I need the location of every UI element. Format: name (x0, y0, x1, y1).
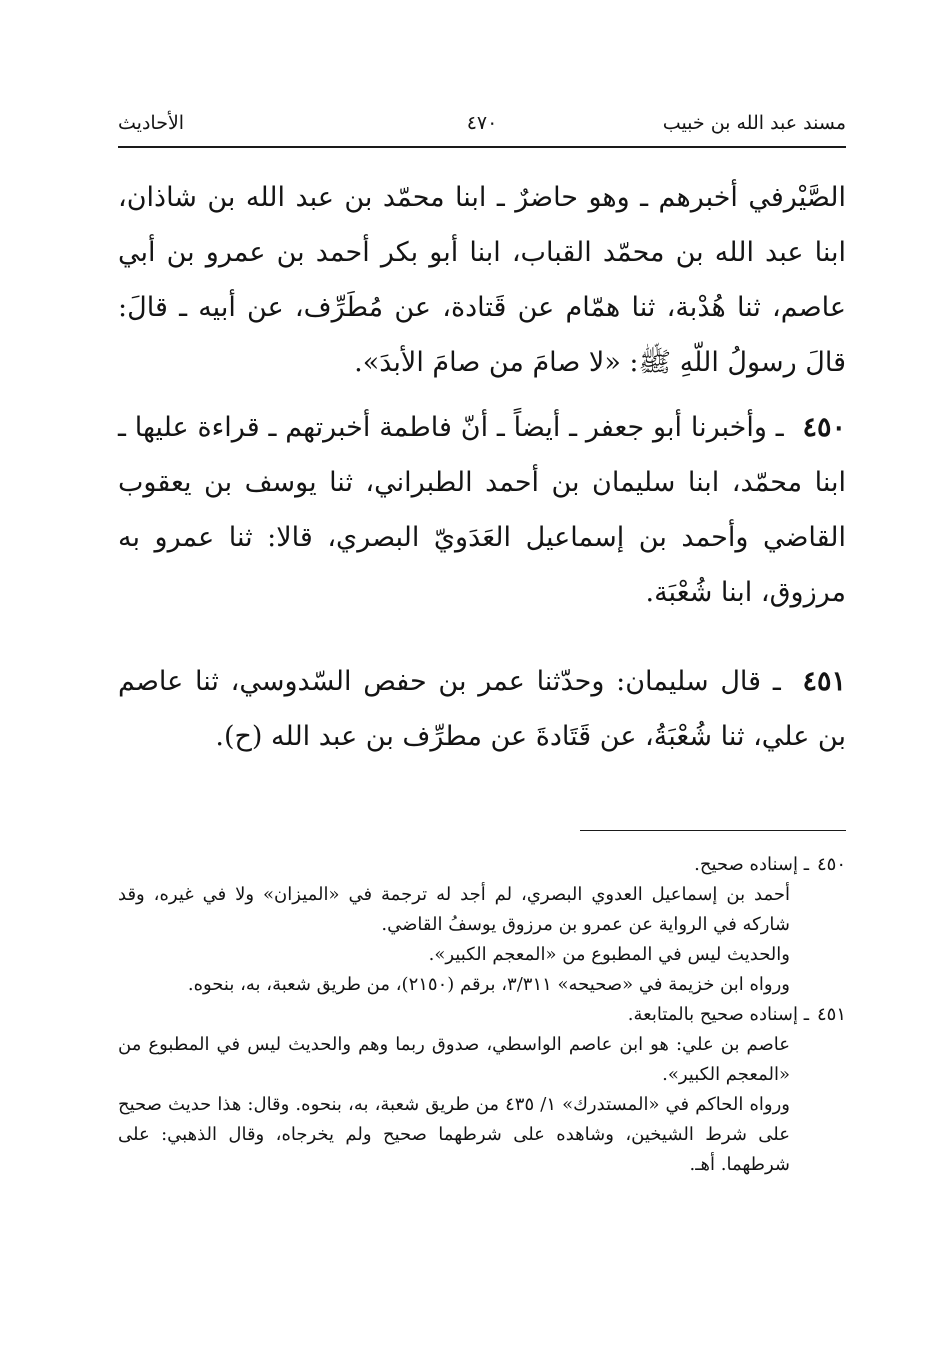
footnote-divider (580, 830, 846, 831)
footnote-heading (118, 850, 846, 880)
hadith-number: ٤٥٠ (802, 412, 846, 443)
paragraph-text: الصَّيْرفي أخبرهم ـ وهو حاضرٌ ـ ابنا محمّد بن عبد الله بن شاذان، ابنا عبد الله بن محمّد القباب، ابنا أبو بكر أحمد بن عمرو بن أبي عاصم، ثنا هُدْبة، ثنا همّام عن قَتادة، عن مُطَرِّف، عن أبيه ـ قالَ: قالَ رسولُ اللّهِ ﷺ: «لا صامَ من صامَ الأبدَ». (118, 182, 846, 378)
footnote-451 (118, 1000, 846, 1180)
paragraph-continuation (118, 170, 846, 390)
footnote-line: ورواه الحاكم في «المستدرك» ١/ ٤٣٥ من طريق شعبة، به، بنحوه. وقال: هذا حديث صحيح على شرط الشيخين، وشاهده على شرطهما صحيح ولم يخرجاه، وقال الذهبي: على شرطهما. أهـ. (118, 1094, 790, 1175)
header-section-title: الأحاديث (118, 112, 185, 134)
footnote-line: أحمد بن إسماعيل العدوي البصري، لم أجد له ترجمة في «الميزان» ولا في غيره، وقد شاركه في الرواية عن عمرو بن مرزوق يوسفُ القاضي. (118, 884, 790, 935)
hadith-number: ٤٥١ (802, 666, 846, 697)
header-book-title: مسند عبد الله بن خبيب (662, 112, 846, 134)
hadith-450 (118, 400, 846, 620)
footnote-line: ورواه ابن خزيمة في «صحيحه» ٣/٣١١، برقم (٢١٥٠)، من طريق شعبة، به، بنحوه. (187, 974, 790, 995)
footnotes (118, 850, 846, 1180)
page-header (118, 108, 846, 144)
main-text (118, 170, 846, 764)
footnote-line: عاصم بن علي: هو ابن عاصم الواسطي، صدوق ربما وهم والحديث ليس في المطبوع من «المعجم الكبير». (118, 1034, 790, 1085)
footnote-number: ٤٥١ (816, 1004, 846, 1025)
header-divider (118, 146, 846, 148)
page-number: ٤٧٠ (466, 112, 498, 134)
footnote-heading-text: ـ إسناده صحيح بالمتابعة. (627, 1004, 809, 1025)
footnote-number: ٤٥٠ (816, 854, 846, 875)
footnote-heading (118, 1000, 846, 1030)
hadith-451 (118, 654, 846, 764)
paragraph-text: ـ وأخبرنا أبو جعفر ـ أيضاً ـ أنّ فاطمة أخبرتهم ـ قراءة عليها ـ ابنا محمّد، ابنا سليمان بن أحمد الطبراني، ثنا يوسف بن يعقوب القاضي وأحمد بن إسماعيل العَدَويّ البصري، قالا: ثنا عمرو به مرزوق، ابنا شُعْبَة. (118, 412, 846, 608)
paragraph-text: ـ قال سليمان: وحدّثنا عمر بن حفص السّدوسي، ثنا عاصم بن علي، ثنا شُعْبَةُ، عن قَتَادةَ عن مطرِّف بن عبد الله (ح). (118, 666, 846, 752)
footnote-line: والحديث ليس في المطبوع من «المعجم الكبير». (428, 944, 790, 965)
footnote-heading-text: ـ إسناده صحيح. (694, 854, 809, 875)
footnote-450 (118, 850, 846, 1000)
